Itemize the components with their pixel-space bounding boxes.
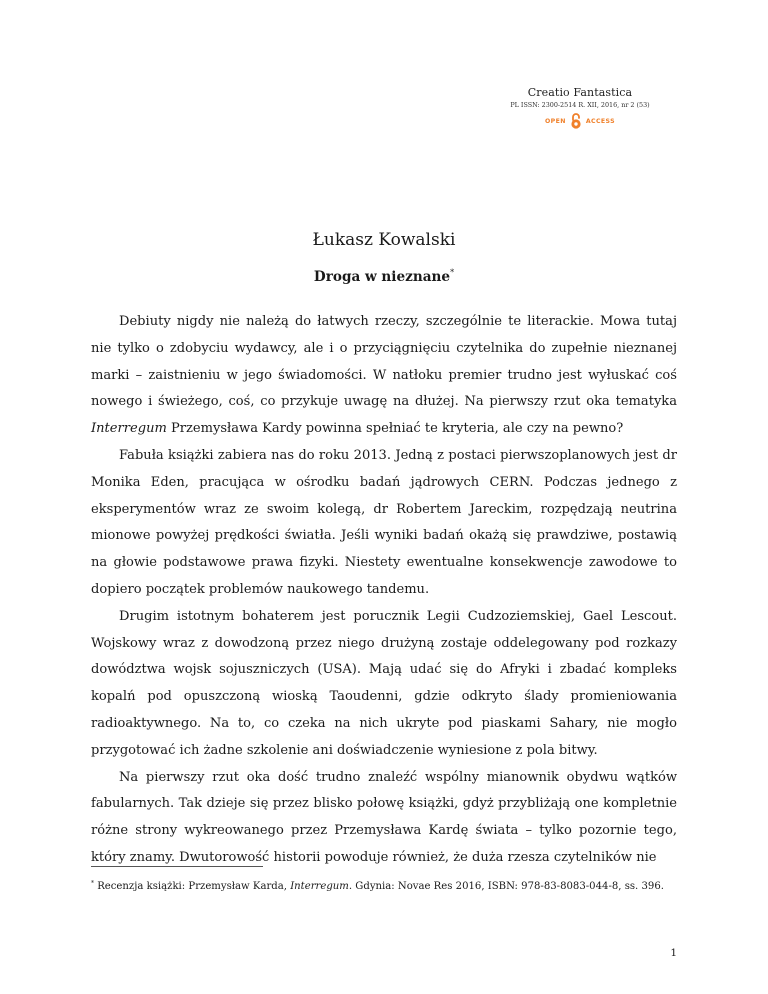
open-access-badge [500,111,660,131]
footnote-italic-title: Interregum [290,881,349,892]
paragraph-1-italic-title: Interregum [91,421,167,437]
journal-issn: PL ISSN: 2300-2514 R. XII, 2016, nr 2 (53) [510,101,650,109]
article-title-text: Droga w nieznane [313,269,451,285]
page-number: 1 [670,947,677,959]
body-paragraph [91,604,677,765]
body-paragraph [91,443,677,604]
title-footnote-marker: * [450,268,455,277]
footnote-divider [91,866,263,867]
body-paragraph [91,309,677,443]
footnote-marker: * [91,880,94,887]
open-access-left-label: OPEN [545,117,566,125]
journal-name: Creatio Fantastica [527,86,633,99]
footnote [91,875,677,895]
article-body [91,309,677,872]
paragraph-1-text: Przemysława Kardy powinna spełniać te kryteria, ale czy na pewno? [166,421,624,437]
footnote-text: Recenzja książki: Przemysław Karda, [94,881,291,892]
open-access-right-label: ACCESS [585,117,615,125]
article-title [0,263,768,287]
open-access-lock-icon [570,112,582,130]
author-name: Łukasz Kowalski [312,230,456,250]
paragraph-4-text: Na pierwszy rzut oka dość trudno znaleźć wspólny mianownik obydwu wątków fabularnych. Tak dzieje się przez blisko połowę książki, gdyż przybliżają one kompletnie różne strony wykreowanego przez Przemysława Kardę świata – tylko pozornie tego, który znamy. Dwutorowość historii powoduje również, że duża rzesza czytelników nie [91,769,677,865]
paragraph-2-text: Fabuła książki zabiera nas do roku 2013. Jedną z postaci pierwszoplanowych jest dr Monika Eden, pracująca w ośrodku badań jądrowych CERN. Podczas jednego z eksperymentów wraz ze swoim kolegą, dr Robertem Jareckim, rozpędzają neutrina mionowe powyżej prędkości światła. Jeśli wyniki badań okażą się prawdziwe, postawią na głowie podstawowe prawa fizyki. Niestety ewentualne konsekwencje zawodowe to dopiero początek problemów naukowego tandemu. [91,447,677,597]
body-paragraph [91,765,677,872]
footnote-text: . Gdynia: Novae Res 2016, ISBN: 978-83-8083-044-8, ss. 396. [348,881,664,892]
journal-header [500,86,660,131]
paragraph-3-text: Drugim istotnym bohaterem jest porucznik Legii Cudzoziemskiej, Gael Lescout. Wojskowy wraz z dowodzoną przez niego drużyną zostaje oddelegowany pod rozkazy dowództwa wojsk sojuszniczych (USA). Mają udać się do Afryki i zbadać kompleks kopalń pod opuszczoną wioską Taoudenni, gdzie odkryto ślady promieniowania radioaktywnego. Na to, co czeka na nich ukryte pod piaskami Sahary, nie mogło przygotować ich żadne szkolenie ani doświadczenie wyniesione z pola bitwy. [91,608,677,758]
paragraph-1-text: Debiuty nigdy nie należą do łatwych rzeczy, szczególnie te literackie. Mowa tutaj nie tylko o zdobyciu wydawcy, ale i o przyciągnięciu czytelnika do zupełnie nieznanej marki – zaistnieniu w jego świadomości. W natłoku premier trudno jest wyłuskać coś nowego i świeżego, coś, co przykuje uwagę na dłużej. Na pierwszy rzut oka tematyka [91,314,677,410]
